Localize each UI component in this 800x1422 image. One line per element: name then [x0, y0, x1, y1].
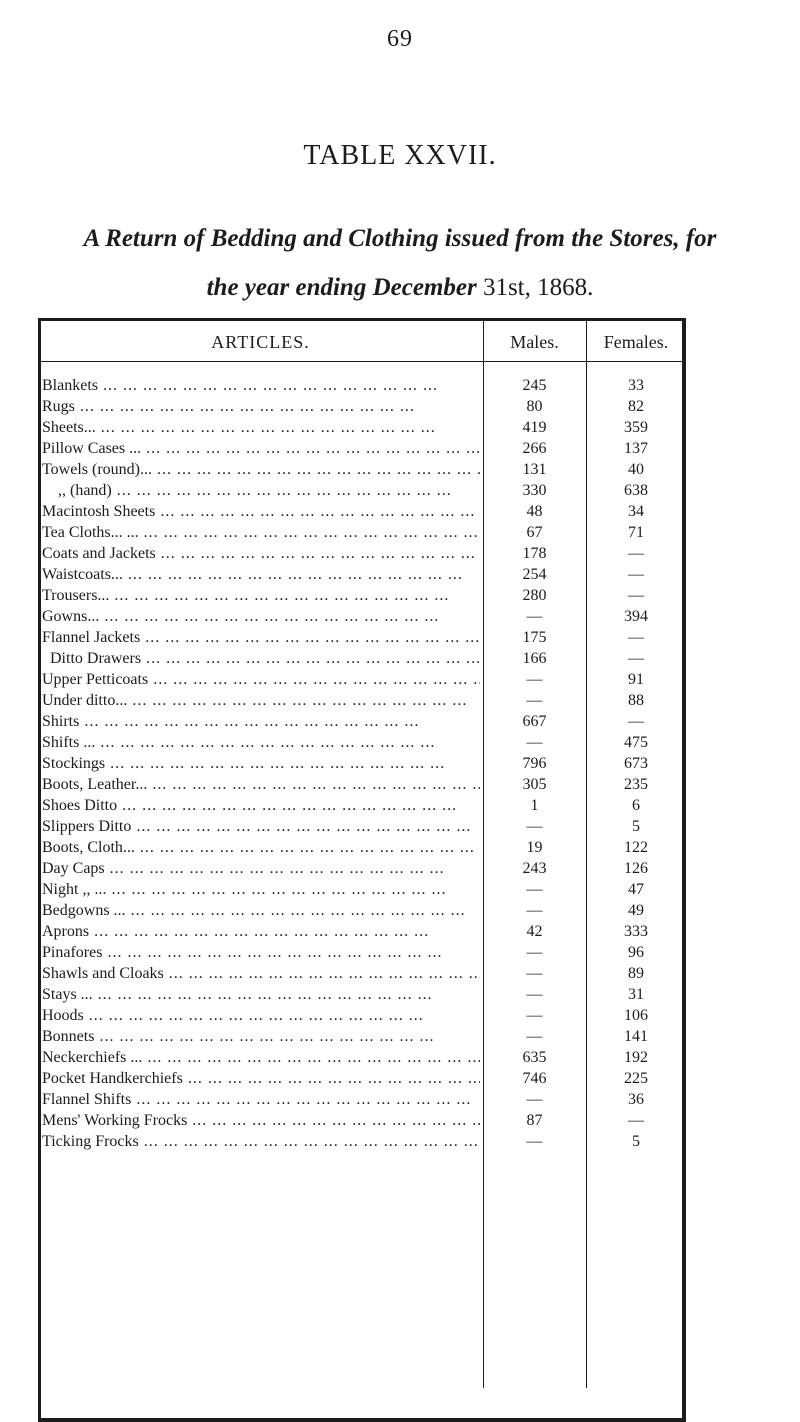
females-count: 89	[628, 965, 644, 982]
article-name: ,, (hand) ... .	[42, 480, 480, 501]
table-row	[38, 858, 686, 879]
males-count: 245	[522, 377, 547, 394]
males-count: —	[526, 944, 543, 961]
table-subtitle	[20, 214, 780, 312]
males-count: 635	[522, 1049, 547, 1066]
returns-table	[38, 318, 686, 1422]
males-count: 166	[522, 650, 547, 667]
males-count: 746	[522, 1070, 547, 1087]
article-name: Sheets... ... .	[42, 417, 480, 438]
females-count: 71	[628, 524, 644, 541]
article-name: Shoes Ditto ... .	[42, 795, 480, 816]
table-header	[38, 318, 686, 360]
females-count: 192	[624, 1049, 648, 1066]
females-count: 40	[628, 461, 644, 478]
females-count: 49	[628, 902, 644, 919]
table-row	[38, 942, 686, 963]
subtitle-main: A Return of Bedding and Clothing issued from the Stores, for	[83, 225, 717, 252]
table-row	[38, 396, 686, 417]
females-count: 5	[632, 818, 640, 835]
table-title: TABLE XXVII.	[303, 140, 497, 171]
table-row	[38, 648, 686, 669]
males-count: 48	[526, 503, 543, 520]
females-count: 34	[628, 503, 644, 520]
table-row	[38, 816, 686, 837]
header-divider	[38, 361, 686, 362]
females-count: 235	[624, 776, 648, 793]
table-row	[38, 900, 686, 921]
article-name: Aprons ... .	[42, 921, 480, 942]
article-name: Mens' Working Frocks ... .	[42, 1110, 480, 1131]
table-row	[38, 438, 686, 459]
males-count: 796	[522, 755, 547, 772]
table-row	[38, 417, 686, 438]
females-count: 359	[624, 419, 648, 436]
article-name: Stockings ... .	[42, 753, 480, 774]
females-count: 126	[624, 860, 648, 877]
males-count: —	[526, 818, 543, 835]
females-count: 673	[624, 755, 648, 772]
table-row	[38, 585, 686, 606]
males-count: 178	[522, 545, 547, 562]
males-count: —	[526, 734, 543, 751]
table-row	[38, 879, 686, 900]
females-count: 638	[624, 482, 648, 499]
article-name: Macintosh Sheets ... .	[42, 501, 480, 522]
females-count: 31	[628, 986, 644, 1003]
table-row	[38, 1005, 686, 1026]
males-count: —	[526, 1028, 543, 1045]
females-count: 36	[628, 1091, 644, 1108]
females-count: 137	[624, 440, 648, 457]
article-name: Shirts ... .	[42, 711, 480, 732]
females-count: 225	[624, 1070, 648, 1087]
males-count: 42	[526, 923, 543, 940]
males-count: —	[526, 902, 543, 919]
females-count: —	[628, 566, 644, 583]
females-count: 96	[628, 944, 644, 961]
table-row	[38, 963, 686, 984]
males-count: 19	[526, 839, 543, 856]
article-name: Night ,, ... ... .	[42, 879, 480, 900]
females-count: 141	[624, 1028, 648, 1045]
males-count: —	[526, 692, 543, 709]
males-count: 243	[522, 860, 547, 877]
article-name: Pocket Handkerchiefs ... .	[42, 1068, 480, 1089]
header-males: Males.	[510, 332, 559, 352]
table-row	[38, 1047, 686, 1068]
table-row	[38, 690, 686, 711]
table-row	[38, 984, 686, 1005]
table-body	[38, 375, 686, 1152]
article-name: Upper Petticoats ... .	[42, 669, 480, 690]
table-row	[38, 753, 686, 774]
females-count: —	[628, 587, 644, 604]
subtitle-day: 31st,	[482, 274, 531, 301]
males-count: —	[526, 1007, 543, 1024]
table-row	[38, 501, 686, 522]
table-row	[38, 669, 686, 690]
article-name: Towels (round)... ... .	[42, 459, 480, 480]
article-name: Shawls and Cloaks ... .	[42, 963, 480, 984]
females-count: 82	[628, 398, 644, 415]
females-count: —	[628, 545, 644, 562]
males-count: —	[526, 1133, 543, 1150]
article-name: Day Caps ... .	[42, 858, 480, 879]
table-row	[38, 375, 686, 396]
article-name: Shifts ... ... .	[42, 732, 480, 753]
males-count: 131	[522, 461, 547, 478]
article-name: Pinafores ... .	[42, 942, 480, 963]
table-row	[38, 774, 686, 795]
females-count: —	[628, 650, 644, 667]
table-row	[38, 795, 686, 816]
article-name: Trousers... ... .	[42, 585, 480, 606]
table-row	[38, 480, 686, 501]
females-count: —	[628, 629, 644, 646]
article-name: Under ditto... ... .	[42, 690, 480, 711]
males-count: 87	[526, 1112, 543, 1129]
table-row	[38, 1089, 686, 1110]
males-count: 1	[530, 797, 539, 814]
females-count: 106	[624, 1007, 648, 1024]
females-count: 5	[632, 1133, 640, 1150]
article-name: Bonnets ... .	[42, 1026, 480, 1047]
table-row	[38, 711, 686, 732]
table-row	[38, 1110, 686, 1131]
females-count: —	[628, 713, 644, 730]
males-count: 80	[526, 398, 543, 415]
header-articles: ARTICLES.	[211, 332, 310, 352]
article-name: Ticking Frocks ... .	[42, 1131, 480, 1152]
article-name: Rugs ... .	[42, 396, 480, 417]
males-count: —	[526, 671, 543, 688]
article-name: Hoods ... .	[42, 1005, 480, 1026]
table-row	[38, 921, 686, 942]
page-number: 69	[387, 26, 413, 52]
article-name: Bedgowns ... ... .	[42, 900, 480, 921]
article-name: Stays ... ... .	[42, 984, 480, 1005]
table-row	[38, 1131, 686, 1152]
males-count: —	[526, 965, 543, 982]
females-count: 475	[624, 734, 648, 751]
table-row	[38, 564, 686, 585]
article-name: Flannel Shifts ... .	[42, 1089, 480, 1110]
table-row	[38, 837, 686, 858]
table-row	[38, 732, 686, 753]
table-row	[38, 627, 686, 648]
header-females: Females.	[603, 332, 669, 352]
subtitle-year-ending: the year ending December	[206, 274, 477, 301]
females-count: 394	[624, 608, 648, 625]
males-count: 280	[522, 587, 547, 604]
article-name: Blankets ... .	[42, 375, 480, 396]
males-count: 305	[522, 776, 547, 793]
females-count: 88	[628, 692, 644, 709]
males-count: —	[526, 986, 543, 1003]
females-count: 333	[624, 923, 648, 940]
article-name: Pillow Cases ... ... .	[42, 438, 480, 459]
subtitle-year: 1868.	[537, 274, 594, 301]
article-name: Tea Cloths... ... ... .	[42, 522, 480, 543]
males-count: —	[526, 881, 543, 898]
females-count: 6	[632, 797, 640, 814]
males-count: 175	[522, 629, 547, 646]
article-name: Boots, Cloth... ... .	[42, 837, 480, 858]
males-count: 254	[522, 566, 547, 583]
table-row	[38, 522, 686, 543]
males-count: 419	[522, 419, 547, 436]
article-name: Flannel Jackets ... .	[42, 627, 480, 648]
article-name: Coats and Jackets ... .	[42, 543, 480, 564]
females-count: 33	[628, 377, 644, 394]
table-row	[38, 1068, 686, 1089]
article-name: Neckerchiefs ... ... .	[42, 1047, 480, 1068]
table-row	[38, 606, 686, 627]
females-count: 91	[628, 671, 644, 688]
article-name: Gowns... ... .	[42, 606, 480, 627]
males-count: 330	[522, 482, 547, 499]
article-name: Boots, Leather... ... .	[42, 774, 480, 795]
females-count: 122	[624, 839, 648, 856]
females-count: —	[628, 1112, 644, 1129]
males-count: —	[526, 1091, 543, 1108]
article-name: Slippers Ditto ... .	[42, 816, 480, 837]
article-name: Waistcoats... ... .	[42, 564, 480, 585]
article-name: Ditto Drawers ... .	[42, 648, 480, 669]
table-row	[38, 543, 686, 564]
males-count: 266	[522, 440, 547, 457]
males-count: 67	[526, 524, 543, 541]
table-row	[38, 459, 686, 480]
males-count: 667	[522, 713, 547, 730]
males-count: —	[526, 608, 543, 625]
table-row	[38, 1026, 686, 1047]
females-count: 47	[628, 881, 644, 898]
